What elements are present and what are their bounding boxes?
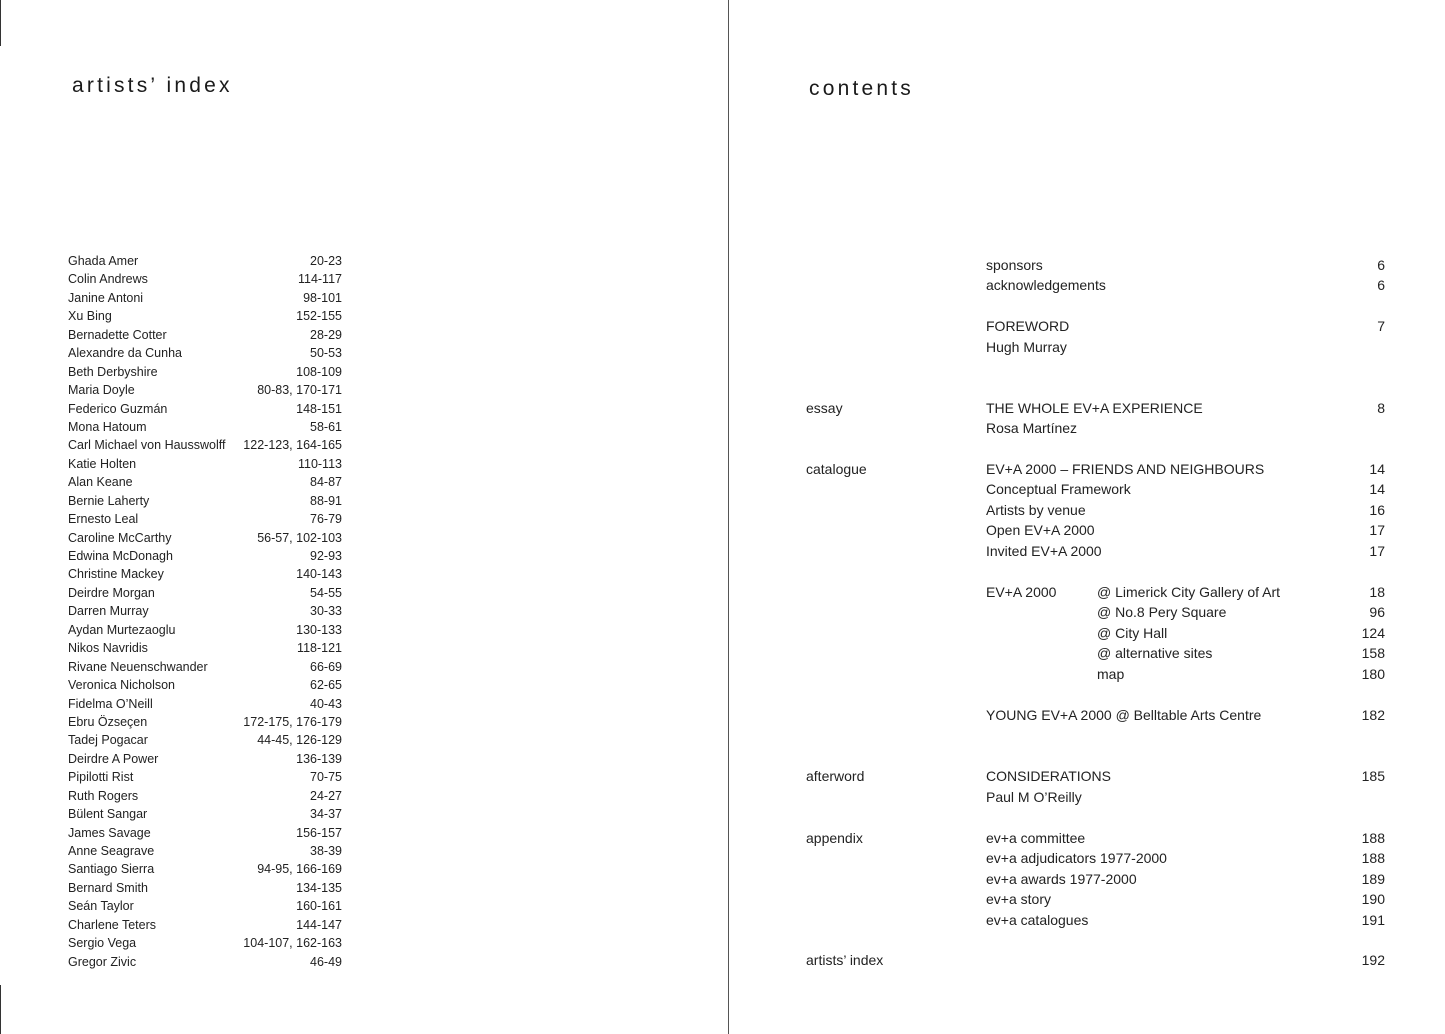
- artists-index-list: [68, 252, 342, 971]
- toc-page-number: 14: [1369, 481, 1385, 497]
- page-edge-mark: [0, 0, 1, 46]
- artist-name: Pipilotti Rist: [68, 770, 134, 785]
- artist-name: Deirdre Morgan: [68, 585, 155, 600]
- artist-name: Xu Bing: [68, 309, 112, 324]
- toc-page-number: 17: [1369, 543, 1385, 559]
- artist-index-row[interactable]: [68, 400, 342, 418]
- toc-page-number: 158: [1361, 645, 1385, 661]
- artist-name: Colin Andrews: [68, 272, 148, 287]
- artist-index-row[interactable]: [68, 676, 342, 694]
- toc-page-number: 7: [1377, 318, 1385, 334]
- artist-index-row[interactable]: [68, 565, 342, 583]
- artist-pages: 152-155: [296, 309, 342, 324]
- artist-index-row[interactable]: [68, 584, 342, 602]
- toc-entry-venue[interactable]: @ alternative sites: [1097, 645, 1213, 661]
- artist-index-row[interactable]: [68, 842, 342, 860]
- toc-section-artists-index[interactable]: artists’ index: [806, 952, 884, 968]
- contents-title: contents: [809, 77, 914, 100]
- toc-page-number: 16: [1369, 502, 1385, 518]
- artist-pages: 172-175, 176-179: [243, 714, 342, 729]
- artist-index-row[interactable]: [68, 436, 342, 454]
- artist-index-row[interactable]: [68, 824, 342, 842]
- artists-index-title: artists’ index: [72, 74, 233, 97]
- toc-entry-afterword[interactable]: CONSIDERATIONS: [986, 768, 1111, 784]
- artist-index-row[interactable]: [68, 455, 342, 473]
- artist-name: Santiago Sierra: [68, 862, 155, 877]
- artist-index-row[interactable]: [68, 547, 342, 565]
- artist-index-row[interactable]: [68, 897, 342, 915]
- toc-entry-young[interactable]: YOUNG EV+A 2000 @ Belltable Arts Centre: [986, 707, 1262, 723]
- artist-index-row[interactable]: [68, 953, 342, 971]
- artist-pages: 94-95, 166-169: [257, 862, 342, 877]
- artist-index-row[interactable]: [68, 695, 342, 713]
- artist-pages: 92-93: [310, 549, 342, 563]
- artist-name: Ruth Rogers: [68, 788, 139, 803]
- toc-entry-catalogue[interactable]: Conceptual Framework: [986, 481, 1131, 497]
- artist-index-row[interactable]: [68, 492, 342, 510]
- artist-index-row[interactable]: [68, 768, 342, 786]
- artist-pages: 136-139: [296, 751, 342, 766]
- artist-name: Anne Seagrave: [68, 844, 155, 858]
- artist-pages: 76-79: [310, 512, 342, 527]
- artist-name: Nikos Navridis: [68, 641, 148, 656]
- artist-pages: 70-75: [310, 770, 342, 785]
- artist-index-row[interactable]: [68, 602, 342, 620]
- artist-name: Christine Mackey: [68, 567, 164, 582]
- toc-page-number: 180: [1361, 666, 1385, 682]
- artist-index-row[interactable]: [68, 639, 342, 657]
- toc-author: Hugh Murray: [986, 339, 1067, 355]
- artist-name: Deirdre A Power: [68, 751, 159, 766]
- artist-index-row[interactable]: [68, 787, 342, 805]
- artist-index-row[interactable]: [68, 289, 342, 307]
- artist-index-row[interactable]: [68, 713, 342, 731]
- artist-pages: 44-45, 126-129: [257, 733, 342, 748]
- artist-pages: 148-151: [296, 401, 342, 416]
- toc-page-number: 189: [1361, 871, 1385, 887]
- toc-entry-sponsors[interactable]: sponsors: [986, 257, 1043, 273]
- toc-page-number: 190: [1361, 891, 1385, 907]
- artist-index-row[interactable]: [68, 916, 342, 934]
- toc-venues-label: EV+A 2000: [986, 584, 1057, 600]
- toc-entry-venue[interactable]: @ Limerick City Gallery of Art: [1097, 584, 1281, 600]
- toc-section-catalogue: catalogue: [806, 461, 867, 477]
- toc-page-number: 8: [1377, 400, 1385, 416]
- artist-name: Alan Keane: [68, 475, 133, 490]
- artist-name: Janine Antoni: [68, 290, 144, 305]
- artist-name: Ernesto Leal: [68, 512, 139, 527]
- toc-page-number: 18: [1369, 584, 1385, 600]
- artist-name: Ebru Özseçen: [68, 714, 148, 729]
- artist-pages: 88-91: [310, 493, 342, 508]
- toc-entry-appendix[interactable]: ev+a awards 1977-2000: [986, 871, 1137, 887]
- artist-index-row[interactable]: [68, 879, 342, 897]
- artist-name: Caroline McCarthy: [68, 530, 172, 545]
- toc-entry-essay[interactable]: THE WHOLE EV+A EXPERIENCE: [986, 400, 1203, 416]
- artist-name: Alexandre da Cunha: [68, 346, 182, 361]
- artist-index-row[interactable]: [68, 363, 342, 381]
- artist-pages: 110-113: [297, 456, 342, 471]
- toc-entry-appendix[interactable]: ev+a catalogues: [986, 912, 1089, 928]
- artist-pages: 122-123, 164-165: [243, 438, 342, 453]
- artist-name: Veronica Nicholson: [68, 678, 176, 693]
- artist-name: Bernadette Cotter: [68, 327, 167, 342]
- toc-entry-foreword[interactable]: FOREWORD: [986, 318, 1070, 334]
- artist-name: Mona Hatoum: [68, 419, 147, 434]
- artist-pages: 28-29: [310, 327, 342, 342]
- artist-index-row[interactable]: [68, 270, 342, 288]
- artist-pages: 54-55: [310, 585, 342, 600]
- artist-pages: 118-121: [297, 641, 342, 656]
- artist-name: Federico Guzmán: [68, 401, 168, 416]
- artist-pages: 140-143: [296, 567, 342, 582]
- artist-name: Sergio Vega: [68, 936, 137, 951]
- artist-index-row[interactable]: [68, 860, 342, 878]
- toc-entry-acknowledgements[interactable]: acknowledgements: [986, 277, 1106, 293]
- artist-name: Katie Holten: [68, 456, 137, 471]
- artist-pages: 30-33: [310, 604, 342, 619]
- artist-pages: 24-27: [310, 788, 342, 803]
- toc-page-number: 6: [1377, 277, 1385, 293]
- artist-name: Tadej Pogacar: [68, 733, 148, 748]
- toc-page-number: 124: [1361, 625, 1385, 641]
- toc-page-number: 185: [1361, 768, 1385, 784]
- page-edge-mark: [0, 985, 1, 1034]
- artist-pages: 134-135: [296, 880, 342, 895]
- artist-pages: 80-83, 170-171: [257, 383, 342, 398]
- artist-index-row[interactable]: [68, 252, 342, 270]
- artist-index-row[interactable]: [68, 934, 342, 952]
- artist-index-row[interactable]: [68, 344, 342, 362]
- toc-page-number: 188: [1361, 830, 1385, 846]
- artist-pages: 84-87: [310, 475, 342, 490]
- toc-page-number: 188: [1361, 850, 1385, 866]
- toc-entry-catalogue[interactable]: Artists by venue: [986, 502, 1086, 518]
- artist-pages: 46-49: [310, 954, 342, 969]
- artist-name: Carl Michael von Hausswolff: [68, 438, 226, 453]
- artist-pages: 160-161: [296, 899, 342, 914]
- artist-name: Bernie Laherty: [68, 493, 150, 508]
- artist-index-row[interactable]: [68, 805, 342, 823]
- toc-section-essay: essay: [806, 400, 843, 416]
- artist-pages: 130-133: [296, 622, 342, 637]
- artist-index-row[interactable]: [68, 510, 342, 528]
- artist-pages: 66-69: [310, 659, 342, 674]
- artist-pages: 20-23: [310, 254, 342, 268]
- artist-name: Edwina McDonagh: [68, 549, 173, 563]
- artist-name: Aydan Murtezaoglu: [68, 622, 176, 637]
- artist-name: Maria Doyle: [68, 383, 135, 398]
- toc-page-number: 191: [1361, 912, 1385, 928]
- toc-page-number: 17: [1369, 522, 1385, 538]
- artist-index-row[interactable]: [68, 529, 342, 547]
- artist-index-row[interactable]: [68, 326, 342, 344]
- artist-pages: 114-117: [297, 272, 342, 287]
- artist-pages: 38-39: [310, 844, 342, 858]
- toc-author: Paul M O’Reilly: [986, 789, 1082, 805]
- toc-entry-venue[interactable]: map: [1097, 666, 1125, 682]
- artist-name: Bernard Smith: [68, 880, 148, 895]
- toc-entry-catalogue[interactable]: Invited EV+A 2000: [986, 543, 1102, 559]
- artist-pages: 156-157: [296, 825, 342, 840]
- artist-pages: 50-53: [310, 346, 342, 361]
- toc-entry-appendix[interactable]: ev+a committee: [986, 830, 1086, 846]
- right-page: [729, 0, 1445, 1034]
- toc-entry-appendix[interactable]: ev+a adjudicators 1977-2000: [986, 850, 1167, 866]
- artist-name: Charlene Teters: [68, 917, 157, 932]
- artist-index-row[interactable]: [68, 381, 342, 399]
- toc-section-afterword: afterword: [806, 768, 865, 784]
- artist-index-row[interactable]: [68, 750, 342, 768]
- toc-entry-catalogue[interactable]: EV+A 2000 – FRIENDS AND NEIGHBOURS: [986, 461, 1265, 477]
- artist-pages: 56-57, 102-103: [257, 530, 342, 545]
- artist-name: Beth Derbyshire: [68, 364, 158, 379]
- artist-pages: 98-101: [303, 290, 342, 305]
- artist-name: Rivane Neuenschwander: [68, 659, 208, 674]
- artist-index-row[interactable]: [68, 307, 342, 325]
- artist-pages: 62-65: [310, 678, 342, 693]
- artist-name: James Savage: [68, 825, 151, 840]
- artist-name: Darren Murray: [68, 604, 149, 619]
- artist-pages: 104-107, 162-163: [243, 936, 342, 951]
- toc-page-number: 6: [1377, 257, 1385, 273]
- toc-page-number: 192: [1361, 952, 1385, 968]
- artist-name: Ghada Amer: [68, 254, 139, 268]
- artist-name: Bülent Sangar: [68, 807, 148, 822]
- artist-pages: 58-61: [310, 419, 342, 434]
- toc-page-number: 182: [1361, 707, 1385, 723]
- toc-entry-appendix[interactable]: ev+a story: [986, 891, 1051, 907]
- toc-page-number: 96: [1369, 604, 1385, 620]
- toc-entry-venue[interactable]: @ City Hall: [1097, 625, 1168, 641]
- artist-index-row[interactable]: [68, 621, 342, 639]
- artist-index-row[interactable]: [68, 473, 342, 491]
- toc-entry-catalogue[interactable]: Open EV+A 2000: [986, 522, 1095, 538]
- artist-index-row[interactable]: [68, 731, 342, 749]
- artist-index-row[interactable]: [68, 418, 342, 436]
- artist-pages: 108-109: [296, 364, 342, 379]
- artist-pages: 144-147: [296, 917, 342, 932]
- artist-name: Seán Taylor: [68, 899, 134, 914]
- artist-name: Gregor Zivic: [68, 954, 137, 969]
- artist-name: Fidelma O’Neill: [68, 696, 153, 711]
- artist-pages: 34-37: [310, 807, 342, 822]
- artist-pages: 40-43: [310, 696, 342, 711]
- toc-entry-venue[interactable]: @ No.8 Pery Square: [1097, 604, 1227, 620]
- toc-page-number: 14: [1369, 461, 1385, 477]
- artist-index-row[interactable]: [68, 658, 342, 676]
- toc-author: Rosa Martínez: [986, 420, 1078, 436]
- toc-section-appendix: appendix: [806, 830, 863, 846]
